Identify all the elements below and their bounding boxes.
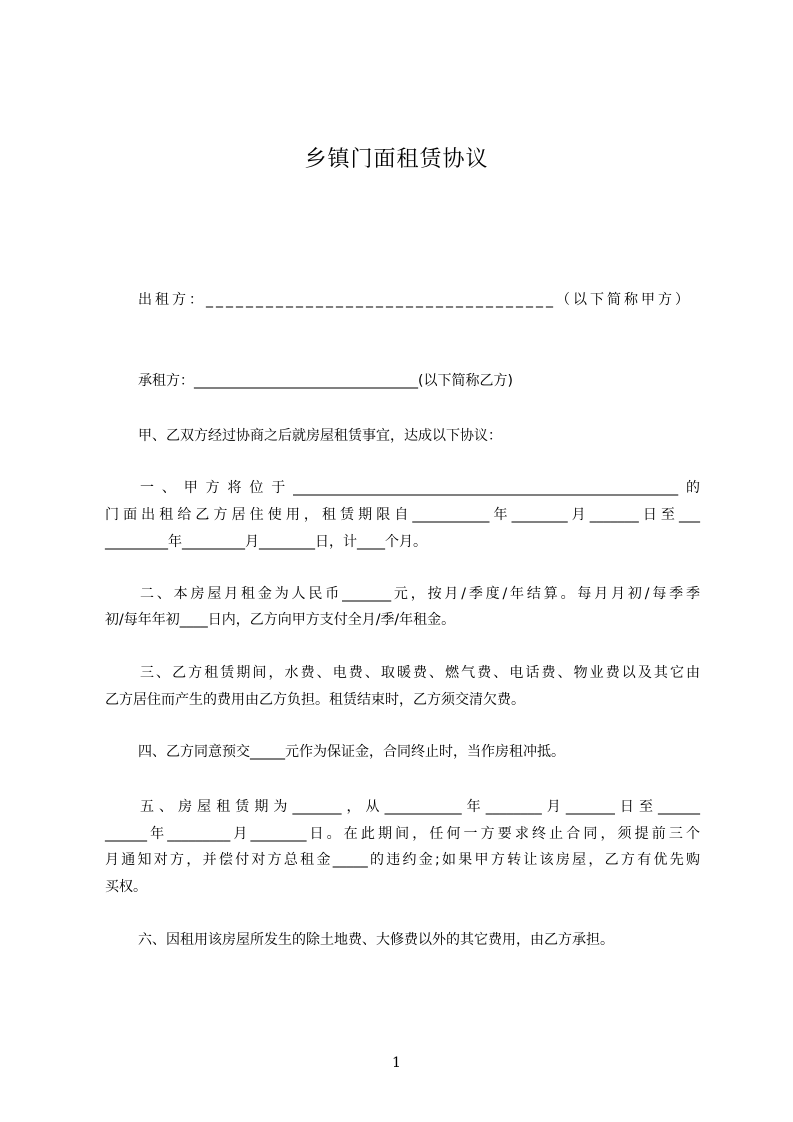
clause-1-line-3: _________年_________月________日，计____个月。: [105, 534, 427, 550]
clause-3-line-2: 乙方居住而产生的费用由乙方负担。租赁结束时，乙方须交清欠费。: [105, 692, 525, 708]
intro-paragraph: 甲、乙双方经过协商之后就房屋租赁事宜，达成以下协议：: [138, 428, 502, 444]
clause-3-line-1: 三、乙方租赁期间，水费、电费、取暖费、燃气费、电话费、物业费以及其它由: [140, 665, 700, 681]
clause-1-line-2: 门面出租给乙方居住使用，租赁期限自___________年________月_______日至___: [105, 507, 700, 523]
lessor-line: 出租方：___________________________________（以下简称甲方）: [138, 292, 692, 308]
clause-1-line-1: 一、甲方将位于_______________________________________________________的: [140, 480, 700, 496]
clause-5-line-4: 买权。: [105, 879, 147, 895]
lessee-line: 承租方：________________________________(以下简称乙方): [138, 373, 513, 389]
clause-6: 六、因租用该房屋所发生的除土地费、大修费以外的其它费用，由乙方承担。: [138, 932, 614, 948]
page-number: 1: [392, 1055, 401, 1071]
clause-5-line-1: 五、房屋租赁期为_______，从___________年________月_______日至______: [140, 799, 700, 815]
clause-2-line-1: 二、本房屋月租金为人民币_______元，按月/季度/年结算。每月月初/每季季: [140, 586, 700, 602]
clause-5-line-3: 月通知对方，并偿付对方总租金_____的违约金;如果甲方转让该房屋，乙方有优先购: [105, 852, 700, 868]
clause-4: 四、乙方同意预交_____元作为保证金，合同终止时，当作房租冲抵。: [138, 744, 565, 760]
clause-5-line-2: ______年_________月________日。在此期间，任何一方要求终止合同，须提前三个: [105, 826, 700, 842]
document-title: 乡镇门面租赁协议: [304, 147, 489, 172]
clause-2-line-2: 初/每年年初____日内，乙方向甲方支付全月/季/年租金。: [105, 612, 456, 628]
